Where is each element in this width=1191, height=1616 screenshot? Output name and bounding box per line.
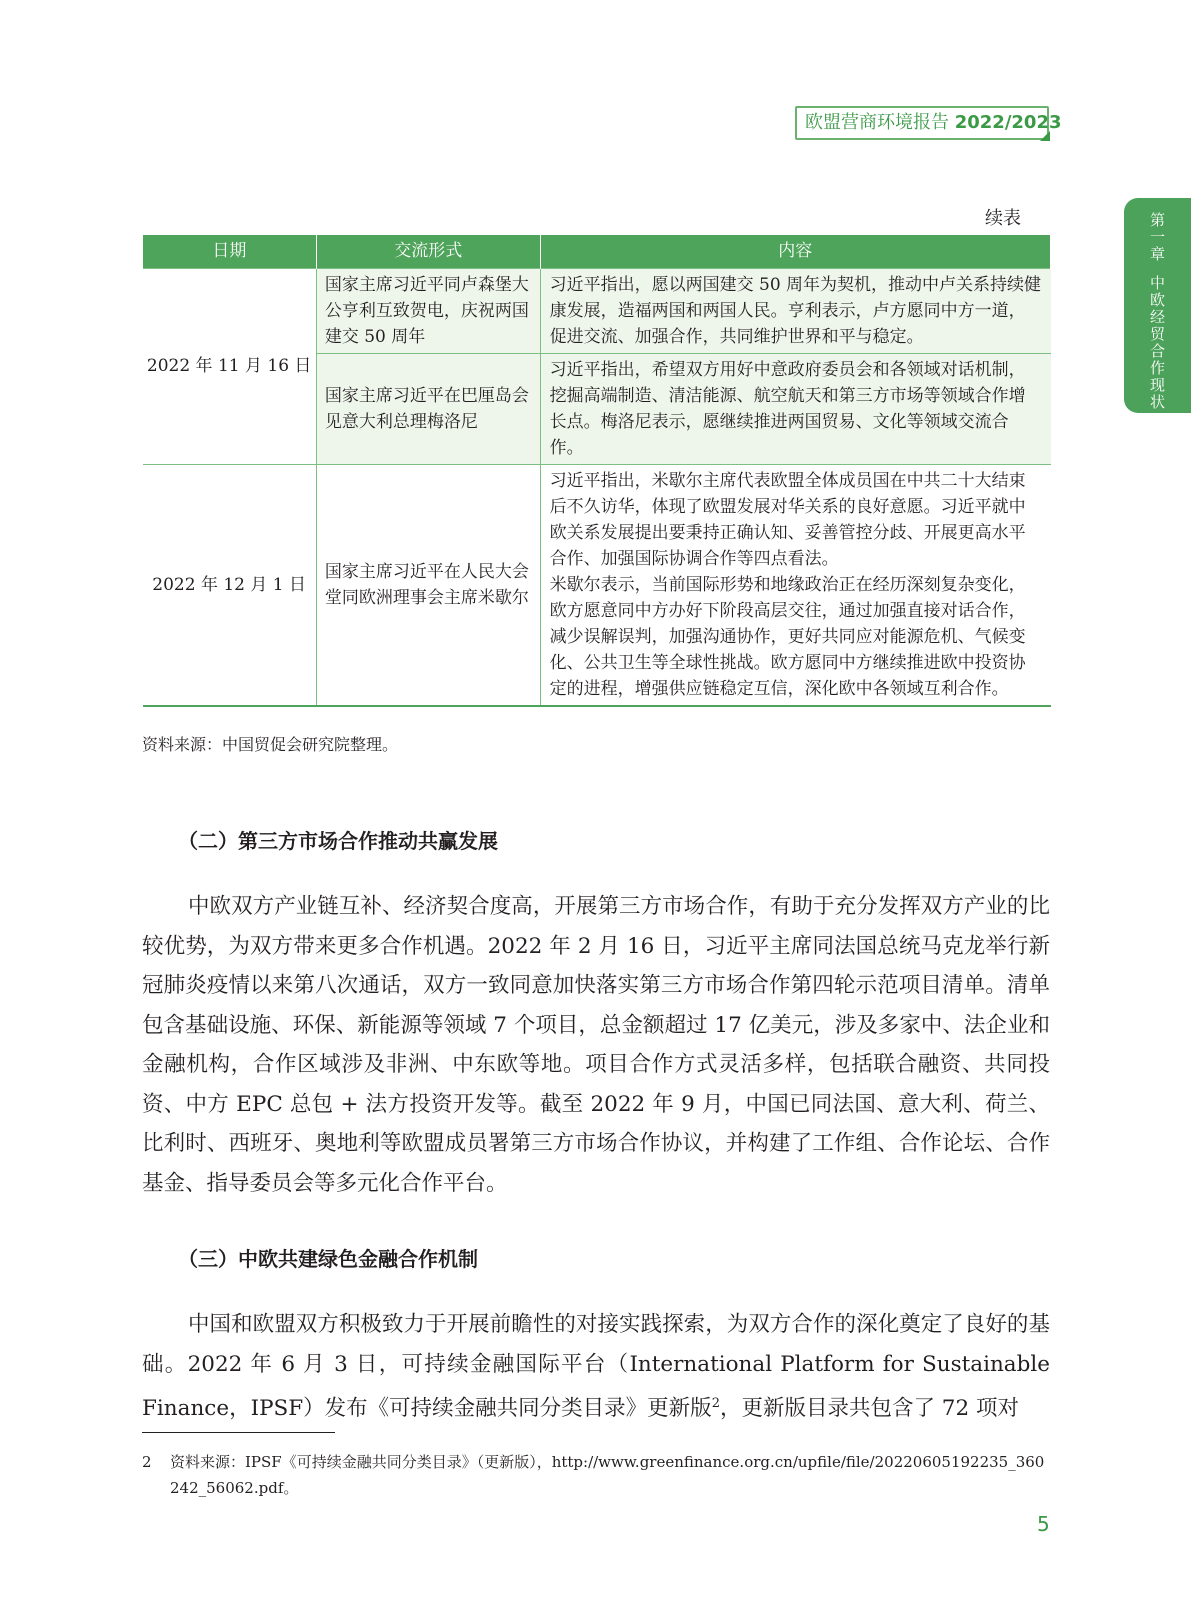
table-source-note: 资料来源：中国贸促会研究院整理。 — [142, 735, 399, 754]
report-title: 欧盟营商环境报告 — [805, 112, 949, 133]
side-tab-char: 中 — [1149, 274, 1165, 292]
content-paragraph: 米歇尔表示，当前国际形势和地缘政治正在经历深刻复杂变化，欧方愿意同中方办好下阶段高层交往，通过加强直接对话合作，减少误解误判，加强沟通协作，更好共同应对能源危机、气候变化、公共卫生等全球性挑战。欧方愿同中方继续推进欧中投资协定的进程，增强供应链稳定互信，深化欧中各领域互利合作。 — [549, 574, 1026, 699]
body-text-end: ，更新版目录共包含了 72 项对 — [719, 1396, 1019, 1422]
footnote-text: 资料来源：IPSF《可持续金融共同分类目录》（更新版），http://www.greenfinance.org.cn/upfile/file/20220605192235_360242_56062.pdf。 — [170, 1453, 1045, 1497]
side-tab-char: 现 — [1149, 376, 1165, 394]
content-cell — [540, 464, 1050, 706]
header-corner-mark — [1040, 131, 1050, 141]
side-tab-char: 第 — [1149, 211, 1165, 229]
footnote-divider — [142, 1432, 335, 1433]
content-paragraph: 习近平指出，米歇尔主席代表欧盟全体成员国在中共二十大结束后不久访华，体现了欧盟发展对华关系的良好意愿。习近平就中欧关系发展提出要秉持正确认知、妥善管控分歧、开展更高水平合作、加强国际协调合作等四点看法。 — [549, 470, 1026, 569]
table-continued-label: 续表 — [985, 208, 1021, 229]
side-tab-char: 章 — [1149, 245, 1165, 263]
side-tab-char: 合 — [1149, 342, 1165, 360]
footnote-reference: 2 — [711, 1396, 720, 1411]
side-tab-char: 贸 — [1149, 325, 1165, 343]
column-header-content: 内容 — [540, 235, 1050, 268]
column-header-form: 交流形式 — [316, 235, 540, 268]
report-year: 2022/2023 — [954, 112, 1062, 133]
side-tab-char: 作 — [1149, 359, 1165, 377]
side-tab-char: 状 — [1149, 393, 1165, 411]
body-text: 中国和欧盟双方积极致力于开展前瞻性的对接实践探索，为双方合作的深化奠定了良好的基础。2022 年 6 月 3 日，可持续金融国际平台（International Platform for Sustainable Finance，IPSF）发布《可持续金融共同分类目录》更新版 — [142, 1312, 1050, 1422]
form-cell: 国家主席习近平在人民大会堂同欧洲理事会主席米歇尔 — [316, 464, 540, 706]
table-header-row — [143, 235, 1051, 268]
footnote — [142, 1449, 1052, 1501]
content-cell: 习近平指出，希望双方用好中意政府委员会和各领域对话机制，挖掘高端制造、清洁能源、航空航天和第三方市场等领域合作增长点。梅洛尼表示，愿继续推进两国贸易、文化等领域交流合作。 — [540, 353, 1050, 464]
section-heading-green-finance: （三）中欧共建绿色金融合作机制 — [178, 1247, 478, 1271]
form-cell: 国家主席习近平在巴厘岛会见意大利总理梅洛尼 — [316, 353, 540, 464]
section-heading-third-party-market: （二）第三方市场合作推动共赢发展 — [178, 829, 498, 853]
footnote-number: 2 — [142, 1453, 152, 1471]
section-body-green-finance — [142, 1305, 1050, 1429]
side-tab-char: 欧 — [1149, 291, 1165, 309]
section-body-third-party-market: 中欧双方产业链互补、经济契合度高，开展第三方市场合作，有助于充分发挥双方产业的比较优势，为双方带来更多合作机遇。2022 年 2 月 16 日，习近平主席同法国总统马克龙举行新冠肺炎疫情以来第八次通话，双方一致同意加快落实第三方市场合作第四轮示范项目清单。清单包含基础设施、环保、新能源等领域 7 个项目，总金额超过 17 亿美元，涉及多家中、法企业和金融机构，合作区域涉及非洲、中东欧等地。项目合作方式灵活多样，包括联合融资、共同投资、中方 EPC 总包 + 法方投资开发等。截至 2022 年 9 月，中国已同法国、意大利、荷兰、比利时、西班牙、奥地利等欧盟成员署第三方市场合作协议，并构建了工作组、合作论坛、合作基金、指导委员会等多元化合作平台。 — [142, 894, 1050, 1196]
exchange-table — [142, 235, 1051, 707]
date-cell: 2022 年 12 月 1 日 — [143, 464, 317, 706]
content-cell: 习近平指出，愿以两国建交 50 周年为契机，推动中卢关系持续健康发展，造福两国和两国人民。亨利表示，卢方愿同中方一道，促进交流、加强合作，共同维护世界和平与稳定。 — [540, 268, 1050, 353]
chapter-side-tab — [1124, 198, 1191, 413]
side-tab-char: 经 — [1149, 308, 1165, 326]
page-number: 5 — [1037, 1512, 1050, 1536]
table-row — [143, 268, 1051, 353]
side-tab-char: 一 — [1149, 228, 1165, 246]
form-cell: 国家主席习近平同卢森堡大公亨利互致贺电，庆祝两国建交 50 周年 — [316, 268, 540, 353]
date-cell: 2022 年 11 月 16 日 — [143, 268, 317, 464]
column-header-date: 日期 — [143, 235, 317, 268]
report-header — [795, 106, 1062, 140]
table-row — [143, 464, 1051, 706]
